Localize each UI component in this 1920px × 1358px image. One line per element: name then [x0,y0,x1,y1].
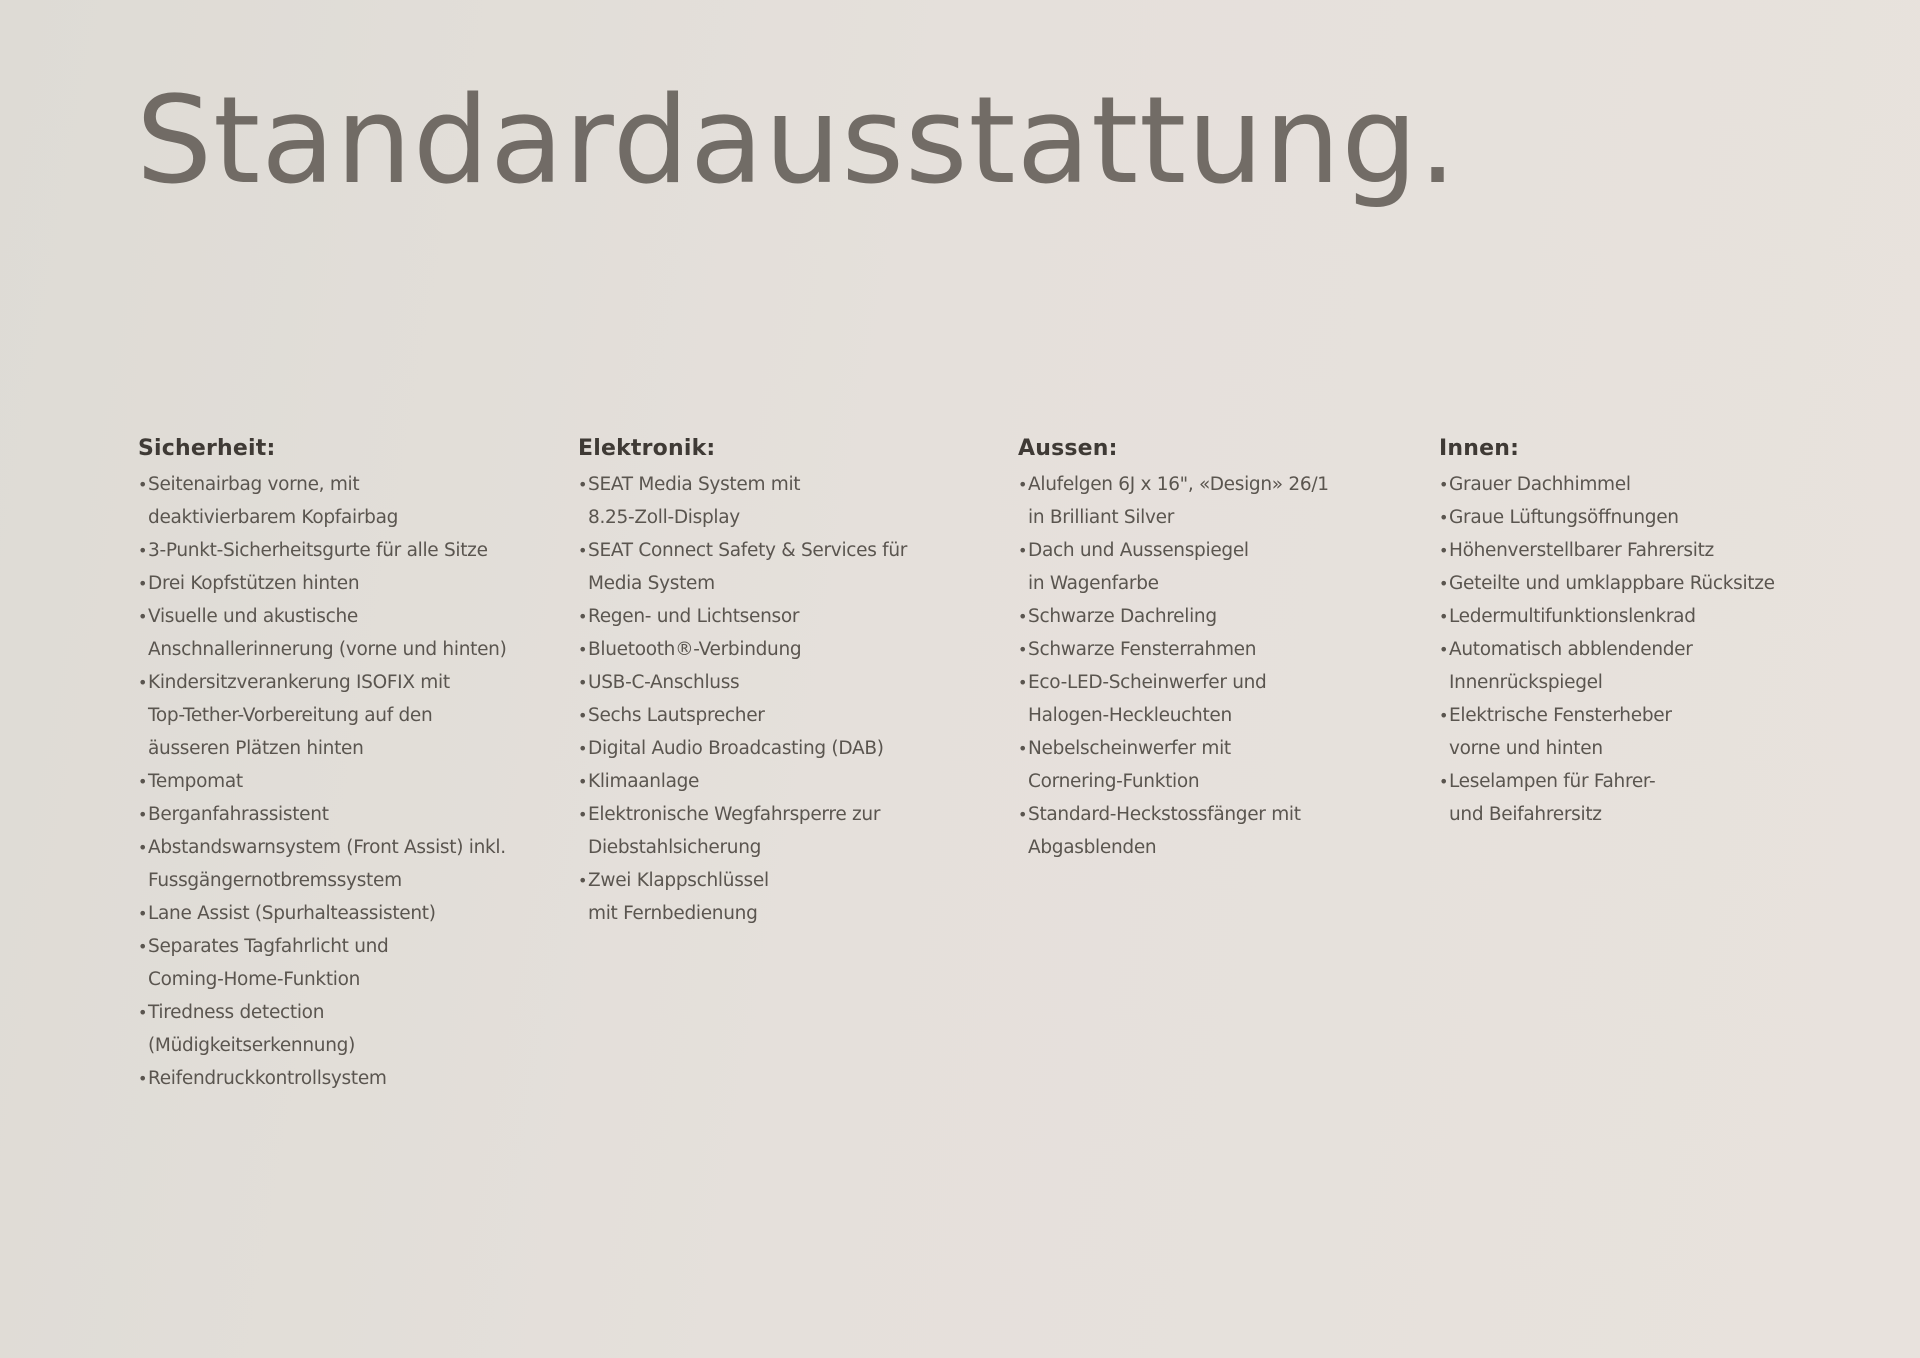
bullet: • [578,772,588,791]
list-item-text: Schwarze Dachreling [1028,606,1217,627]
bullet: • [1018,739,1028,758]
list-item [1439,633,1859,699]
list-item-text: Klimaanlage [588,771,700,792]
bullet: • [578,640,588,659]
bullet: • [138,1069,148,1088]
list-item-text: Elektronische Wegfahrsperre zur Diebstahlsicherung [588,804,881,858]
list-item [578,699,978,732]
list-item-text: Sechs Lautsprecher [588,705,765,726]
bullet: • [1439,508,1449,527]
feature-list [138,468,538,1095]
bullet: • [138,904,148,923]
list-item-text: Seitenairbag vorne, mit deaktivierbarem Kopfairbag [148,474,399,528]
list-item [138,534,538,567]
bullet: • [1018,541,1028,560]
section-innen [1439,434,1859,831]
bullet: • [1439,772,1449,791]
bullet: • [1018,673,1028,692]
bullet: • [138,937,148,956]
list-item [578,732,978,765]
list-item [1018,798,1418,864]
section-heading: Aussen: [1018,436,1118,461]
list-item-text: Tiredness detection (Müdigkeitserkennung) [148,1002,355,1056]
bullet: • [1439,541,1449,560]
list-item [1018,633,1418,666]
bullet: • [578,673,588,692]
list-item [578,666,978,699]
bullet: • [138,1003,148,1022]
list-item [138,1062,538,1095]
list-item [138,930,538,996]
list-item-text: Automatisch abblendender Innenrückspiegel [1449,639,1693,693]
list-item [138,468,538,534]
list-item [1439,501,1859,534]
bullet: • [138,607,148,626]
list-item-text: Separates Tagfahrlicht und Coming-Home-Funktion [148,936,389,990]
bullet: • [578,871,588,890]
list-item-text: Ledermultifunktionslenkrad [1449,606,1696,627]
bullet: • [138,673,148,692]
bullet: • [138,772,148,791]
bullet: • [1018,475,1028,494]
list-item-text: Regen- und Lichtsensor [588,606,800,627]
bullet: • [1439,640,1449,659]
list-item-text: Schwarze Fensterrahmen [1028,639,1257,660]
list-item-text: Bluetooth®-Verbindung [588,639,802,660]
list-item-text: Digital Audio Broadcasting (DAB) [588,738,884,759]
bullet: • [578,607,588,626]
list-item-text: Elektrische Fensterheber vorne und hinten [1449,705,1672,759]
list-item-text: Leselampen für Fahrer- und Beifahrersitz [1449,771,1656,825]
list-item [1439,600,1859,633]
list-item [1439,765,1859,831]
bullet: • [578,706,588,725]
bullet: • [578,475,588,494]
list-item-text: Zwei Klappschlüssel mit Fernbedienung [588,870,769,924]
list-item [578,600,978,633]
list-item [1018,468,1418,534]
list-item-text: Graue Lüftungsöffnungen [1449,507,1679,528]
section-heading: Sicherheit: [138,436,276,461]
list-item [138,765,538,798]
section-heading: Elektronik: [578,436,716,461]
list-item [138,831,538,897]
section-elektronik [578,434,978,930]
list-item [138,996,538,1062]
feature-list [578,468,978,930]
list-item [1439,567,1859,600]
bullet: • [578,541,588,560]
list-item-text: Eco-LED-Scheinwerfer und Halogen-Heckleuchten [1028,672,1267,726]
list-item-text: Visuelle und akustische Anschnallerinnerung (vorne und hinten) [148,606,507,660]
list-item-text: SEAT Media System mit 8.25-Zoll-Display [588,474,801,528]
list-item [138,798,538,831]
list-item-text: Grauer Dachhimmel [1449,474,1631,495]
bullet: • [1439,475,1449,494]
list-item [138,666,538,765]
bullet: • [1018,805,1028,824]
bullet: • [1439,706,1449,725]
list-item-text: Nebelscheinwerfer mit Cornering-Funktion [1028,738,1231,792]
list-item [1018,534,1418,600]
bullet: • [138,805,148,824]
list-item [1018,600,1418,633]
page-title [136,70,1458,214]
list-item [578,864,978,930]
bullet: • [138,475,148,494]
bullet: • [578,805,588,824]
list-item [1439,534,1859,567]
bullet: • [1018,607,1028,626]
list-item [578,798,978,864]
list-item-text: Kindersitzverankerung ISOFIX mit Top-Tether-Vorbereitung auf den äusseren Plätzen hinten [148,672,450,759]
list-item [138,897,538,930]
list-item-text: Alufelgen 6J x 16", «Design» 26/1 in Brilliant Silver [1028,474,1329,528]
list-item-text: USB-C-Anschluss [588,672,740,693]
list-item-text: 3-Punkt-Sicherheitsgurte für alle Sitze [148,540,488,561]
bullet: • [138,838,148,857]
bullet: • [1439,574,1449,593]
list-item [578,468,978,534]
list-item [578,633,978,666]
section-aussen [1018,434,1418,864]
list-item [138,567,538,600]
list-item [1018,732,1418,798]
list-item-text: Höhenverstellbarer Fahrersitz [1449,540,1714,561]
section-heading: Innen: [1439,436,1520,461]
feature-list [1439,468,1859,831]
page-title-text: Standardausstattung. [136,72,1458,211]
feature-list [1018,468,1418,864]
bullet: • [138,574,148,593]
list-item [1439,699,1859,765]
list-item [578,765,978,798]
list-item-text: Dach und Aussenspiegel in Wagenfarbe [1028,540,1249,594]
list-item-text: Abstandswarnsystem (Front Assist) inkl. Fussgängernotbremssystem [148,837,506,891]
list-item-text: Geteilte und umklappbare Rücksitze [1449,573,1775,594]
list-item-text: Tempomat [148,771,243,792]
list-item-text: Drei Kopfstützen hinten [148,573,360,594]
list-item [578,534,978,600]
section-sicherheit [138,434,538,1095]
list-item-text: Berganfahrassistent [148,804,329,825]
bullet: • [578,739,588,758]
list-item [1439,468,1859,501]
bullet: • [1018,640,1028,659]
list-item-text: Lane Assist (Spurhalteassistent) [148,903,436,924]
list-item-text: Standard-Heckstossfänger mit Abgasblenden [1028,804,1301,858]
list-item-text: Reifendruckkontrollsystem [148,1068,387,1089]
list-item [1018,666,1418,732]
list-item-text: SEAT Connect Safety & Services für Media System [588,540,908,594]
list-item [138,600,538,666]
bullet: • [1439,607,1449,626]
bullet: • [138,541,148,560]
